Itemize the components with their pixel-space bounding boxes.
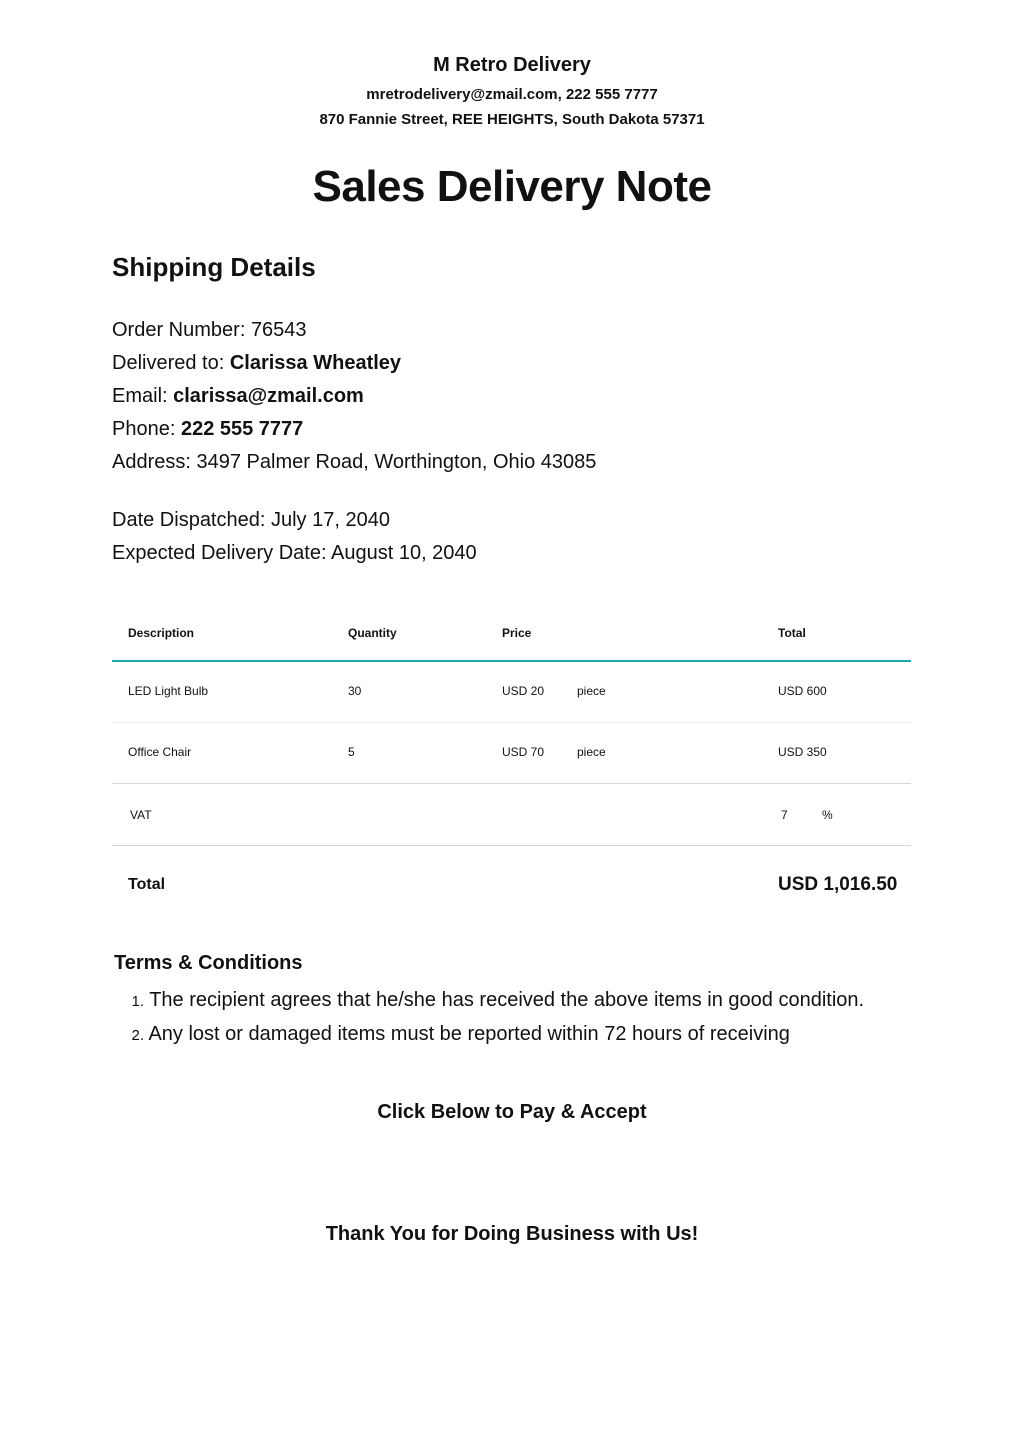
item-description: LED Light Bulb [128,684,209,698]
terms-item-text: The recipient agrees that he/she has received the above items in good condition. [149,989,865,1011]
item-total: USD 350 [778,745,827,759]
company-contact: mretrodelivery@zmail.com, 222 555 7777 [366,86,658,103]
delivered-to-value: Clarissa Wheatley [229,352,402,374]
vat-unit: % [822,808,833,822]
header-price: Price [502,626,532,640]
vat-row [112,784,911,846]
items-table [112,606,911,926]
phone-line [112,418,303,441]
grand-total-row [112,846,911,926]
header-quantity: Quantity [348,626,397,640]
address-value: 3497 Palmer Road, Worthington, Ohio 43085 [196,451,597,473]
item-price: USD 70 [502,745,545,759]
item-unit: piece [577,684,606,698]
address-label: Address: [112,451,197,473]
company-address: 870 Fannie Street, REE HEIGHTS, South Dakota 57371 [319,111,705,128]
thank-you-message: Thank You for Doing Business with Us! [325,1223,699,1245]
table-row [112,723,911,784]
item-description: Office Chair [128,745,192,759]
grand-total-value: USD 1,016.50 [778,874,898,895]
company-name: M Retro Delivery [433,54,591,76]
expected-delivery-label: Expected Delivery Date: [112,542,331,564]
table-row [112,662,911,723]
date-dispatched-label: Date Dispatched: [112,509,271,531]
header-description: Description [128,626,195,640]
shipping-details-heading: Shipping Details [112,252,316,282]
terms-item [112,984,864,1018]
date-dispatched-line [112,509,390,532]
email-line [112,385,364,408]
address-line [112,451,596,474]
table-header-row [112,606,911,662]
item-price: USD 20 [502,684,545,698]
item-unit: piece [577,745,606,759]
item-quantity: 30 [348,684,362,698]
phone-label: Phone: [112,418,181,440]
grand-total-label: Total [128,876,166,893]
date-dispatched-value: July 17, 2040 [270,509,390,531]
document-title: Sales Delivery Note [312,162,712,211]
expected-delivery-line [112,542,477,565]
phone-value: 222 555 7777 [180,418,304,440]
email-label: Email: [112,385,174,407]
delivered-to-line [112,352,401,375]
delivered-to-label: Delivered to: [112,352,230,374]
vat-value: 7 [781,808,788,822]
terms-item-number: 1. [131,993,144,1010]
terms-heading: Terms & Conditions [114,952,303,974]
terms-list [112,984,864,1052]
order-number-line [112,319,307,342]
terms-item-number: 2. [131,1027,144,1044]
header-total: Total [778,626,806,640]
item-quantity: 5 [348,745,355,759]
vat-label: VAT [130,808,152,822]
expected-delivery-value: August 10, 2040 [331,542,477,564]
pay-accept-prompt: Click Below to Pay & Accept [377,1101,647,1123]
terms-item [112,1018,864,1052]
terms-item-text: Any lost or damaged items must be reported within 72 hours of receiving [148,1023,790,1045]
order-number-value: 76543 [250,319,307,341]
order-number-label: Order Number: [112,319,251,341]
item-total: USD 600 [778,684,827,698]
email-value: clarissa@zmail.com [173,385,364,407]
